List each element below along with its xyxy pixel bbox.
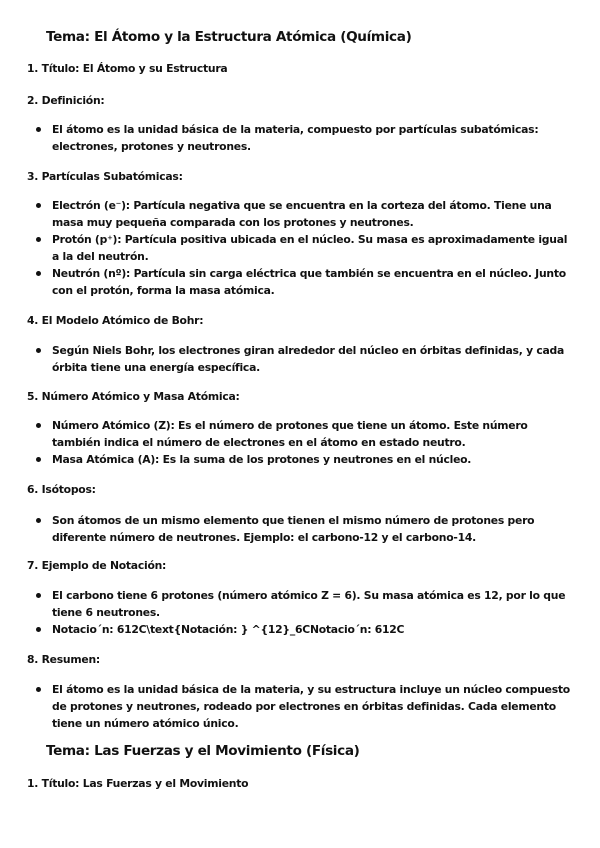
section-heading-titulo: 1. Título: El Átomo y su Estructura (27, 62, 228, 75)
notacion-list (0, 587, 600, 638)
list-item (0, 451, 572, 468)
list-item (0, 512, 572, 546)
numero-atomico-list (0, 417, 600, 468)
resumen-list (0, 681, 600, 732)
section-heading-bohr: 4. El Modelo Atómico de Bohr: (27, 314, 204, 327)
topic-title-chemistry: Tema: El Átomo y la Estructura Atómica (Química) (46, 29, 412, 45)
list-item-text: El átomo es la unidad básica de la materia, y su estructura incluye un núcleo compuesto de protones y neutrones, rodeado por electrones en órbitas definidas. Cada elemento tiene un número atómico único. (52, 683, 570, 730)
section-heading-particulas: 3. Partículas Subatómicas: (27, 170, 183, 183)
section-heading-definicion: 2. Definición: (27, 94, 105, 107)
bullet-icon (36, 348, 41, 353)
bullet-icon (36, 457, 41, 462)
list-item (0, 231, 572, 265)
topic-title-physics: Tema: Las Fuerzas y el Movimiento (Física) (46, 743, 360, 759)
list-item-text: Electrón (e⁻): Partícula negativa que se encuentra en la corteza del átomo. Tiene una masa muy pequeña comparada con los protones y neutrones. (52, 199, 552, 229)
list-item (0, 417, 572, 451)
list-item (0, 587, 572, 621)
bullet-icon (36, 271, 41, 276)
list-item (0, 342, 572, 376)
bullet-icon (36, 627, 41, 632)
bullet-icon (36, 518, 41, 523)
bullet-icon (36, 423, 41, 428)
list-item-text: Según Niels Bohr, los electrones giran alrededor del núcleo en órbitas definidas, y cada órbita tiene una energía específica. (52, 344, 565, 374)
bullet-icon (36, 237, 41, 242)
section-heading-notacion: 7. Ejemplo de Notación: (27, 559, 167, 572)
list-item-text: Protón (p⁺): Partícula positiva ubicada en el núcleo. Su masa es aproximadamente igual a la del neutrón. (52, 233, 568, 263)
section-heading-resumen: 8. Resumen: (27, 653, 100, 666)
bohr-list (0, 342, 600, 376)
particulas-list (0, 197, 600, 299)
list-item-text: El carbono tiene 6 protones (número atómico Z = 6). Su masa atómica es 12, por lo que tiene 6 neutrones. (52, 589, 566, 619)
bullet-icon (36, 687, 41, 692)
list-item-text: Son átomos de un mismo elemento que tienen el mismo número de protones pero diferente número de neutrones. Ejemplo: el carbono-12 y el carbono-14. (52, 514, 535, 544)
bullet-icon (36, 593, 41, 598)
list-item (0, 121, 572, 155)
section-heading-isotopos: 6. Isótopos: (27, 483, 96, 496)
definicion-list (0, 121, 600, 155)
list-item-text: Número Atómico (Z): Es el número de protones que tiene un átomo. Este número también indica el número de electrones en el átomo en estado neutro. (52, 419, 528, 449)
bullet-icon (36, 203, 41, 208)
list-item (0, 265, 572, 299)
bullet-icon (36, 127, 41, 132)
list-item (0, 621, 572, 638)
isotopos-list (0, 512, 600, 546)
list-item-text: El átomo es la unidad básica de la materia, compuesto por partículas subatómicas: electrones, protones y neutrones. (52, 123, 539, 153)
list-item (0, 681, 572, 732)
list-item-text: Notacio´n: 612C\text{Notación: } ^{12}_6CNotacio´n: 612C (52, 623, 405, 636)
list-item-text: Neutrón (nº): Partícula sin carga eléctrica que también se encuentra en el núcleo. Junto con el protón, forma la masa atómica. (52, 267, 566, 297)
section-heading-fuerzas-titulo: 1. Título: Las Fuerzas y el Movimiento (27, 777, 249, 790)
list-item (0, 197, 572, 231)
section-heading-numero-atomico: 5. Número Atómico y Masa Atómica: (27, 390, 240, 403)
list-item-text: Masa Atómica (A): Es la suma de los protones y neutrones en el núcleo. (52, 453, 472, 466)
